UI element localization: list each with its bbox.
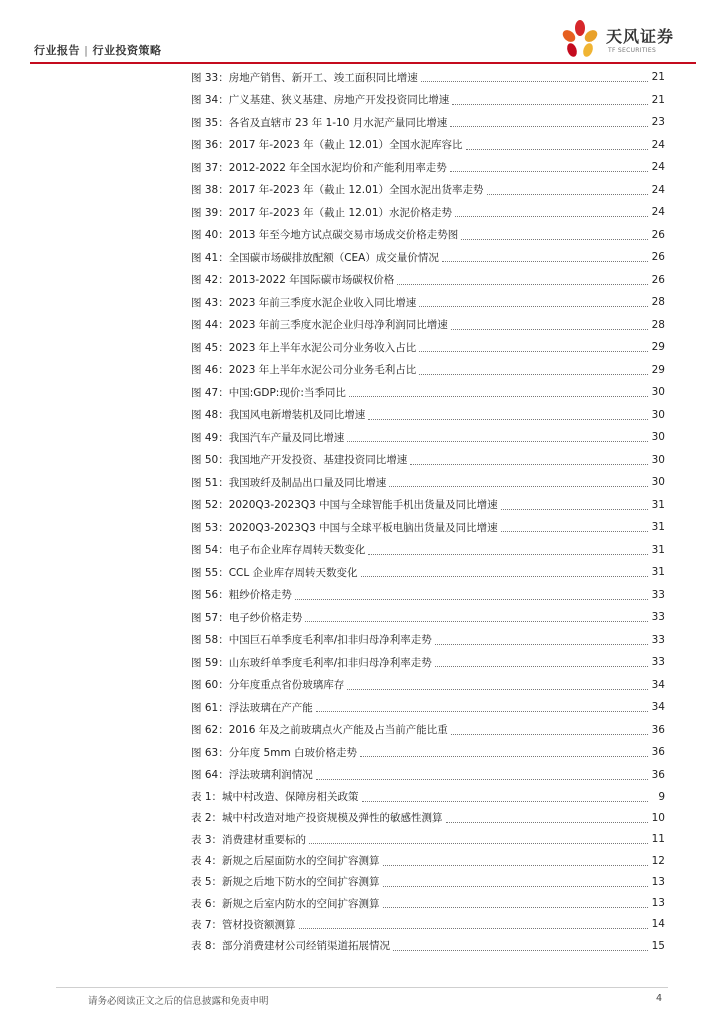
figure-entry[interactable] [191, 494, 665, 517]
table-entry-page-number: 13 [651, 875, 665, 888]
subcategory-label: 行业投资策略 [92, 44, 162, 57]
report-category [34, 42, 162, 58]
table-entry-page-number: 13 [651, 897, 665, 910]
table-entry[interactable] [191, 914, 665, 935]
figure-entry-title: 图 55：CCL 企业库存周转天数变化 [191, 566, 358, 579]
figure-entry-page-number: 36 [651, 723, 665, 736]
dot-leader [421, 80, 648, 82]
figure-list [191, 66, 665, 786]
figure-entry-title: 图 43：2023 年前三季度水泥企业收入同比增速 [191, 296, 417, 309]
dot-leader [360, 755, 648, 757]
dot-leader [316, 778, 648, 780]
page-header [30, 0, 698, 66]
dot-leader [393, 949, 648, 951]
figure-entry[interactable] [191, 516, 665, 539]
figure-entry-page-number: 24 [651, 183, 665, 196]
figure-entry-page-number: 34 [651, 678, 665, 691]
table-entry-page-number: 11 [651, 833, 665, 846]
dot-leader [419, 305, 648, 307]
figure-entry-title: 图 33：房地产销售、新开工、竣工面积同比增速 [191, 71, 418, 84]
figure-entry[interactable] [191, 246, 665, 269]
dot-leader [446, 821, 648, 823]
footer-divider [56, 987, 668, 988]
figure-entry[interactable] [191, 606, 665, 629]
figure-entry-page-number: 23 [651, 116, 665, 129]
figure-entry-page-number: 30 [651, 476, 665, 489]
figure-entry-title: 图 40：2013 年至今地方试点碳交易市场成交价格走势图 [191, 229, 459, 242]
dot-leader [461, 238, 648, 240]
dot-leader [309, 842, 648, 844]
table-entry-title: 表 1：城中村改造、保障房相关政策 [191, 791, 359, 804]
figure-entry-title: 图 41：全国碳市场碳排放配额（CEA）成交量价情况 [191, 251, 439, 264]
figure-entry-page-number: 36 [651, 746, 665, 759]
figure-entry-page-number: 29 [651, 363, 665, 376]
figure-entry[interactable] [191, 66, 665, 89]
figure-entry-title: 图 39：2017 年-2023 年（截止 12.01）水泥价格走势 [191, 206, 453, 219]
table-entry[interactable] [191, 850, 665, 871]
figure-entry-title: 图 62：2016 年及之前玻璃点火产能及占当前产能比重 [191, 724, 448, 737]
figure-entry[interactable] [191, 224, 665, 247]
figure-entry-title: 图 59：山东玻纤单季度毛利率/扣非归母净利率走势 [191, 656, 432, 669]
figure-entry-page-number: 24 [651, 138, 665, 151]
dot-leader [305, 620, 648, 622]
figure-entry[interactable] [191, 674, 665, 697]
figure-entry-page-number: 33 [651, 656, 665, 669]
dot-leader [450, 170, 648, 172]
page-number: 4 [655, 993, 662, 1004]
figure-entry-page-number: 24 [651, 161, 665, 174]
figure-entry-title: 图 45：2023 年上半年水泥公司分业务收入占比 [191, 341, 417, 354]
table-entry-page-number: 14 [651, 918, 665, 931]
figure-entry-page-number: 30 [651, 386, 665, 399]
dot-leader [419, 373, 648, 375]
dot-leader [347, 440, 648, 442]
dot-leader [451, 328, 648, 330]
figure-entry-title: 图 46：2023 年上半年水泥公司分业务毛利占比 [191, 364, 417, 377]
figure-entry[interactable] [191, 651, 665, 674]
figure-entry-title: 图 56：粗纱价格走势 [191, 589, 292, 602]
figure-entry[interactable] [191, 404, 665, 427]
dot-leader [410, 463, 648, 465]
figure-entry[interactable] [191, 426, 665, 449]
figure-entry[interactable] [191, 201, 665, 224]
figure-entry-title: 图 49：我国汽车产量及同比增速 [191, 431, 345, 444]
dot-leader [299, 927, 648, 929]
table-entry-title: 表 5：新规之后地下防水的空间扩容测算 [191, 876, 380, 889]
dot-leader [389, 485, 648, 487]
figure-entry-title: 图 47：中国:GDP:现价:当季同比 [191, 386, 346, 399]
figure-entry-page-number: 26 [651, 273, 665, 286]
figure-entry-page-number: 31 [651, 566, 665, 579]
dot-leader [368, 418, 648, 420]
table-entry-title: 表 7：管材投资额测算 [191, 918, 296, 931]
figure-entry-page-number: 28 [651, 318, 665, 331]
figure-entry-title: 图 48：我国风电新增装机及同比增速 [191, 409, 366, 422]
figure-entry[interactable] [191, 741, 665, 764]
dot-leader [435, 665, 648, 667]
figure-entry[interactable] [191, 719, 665, 742]
figure-entry-page-number: 30 [651, 453, 665, 466]
table-entry-page-number: 15 [651, 939, 665, 952]
figure-entry-page-number: 33 [651, 588, 665, 601]
figure-entry[interactable] [191, 134, 665, 157]
figure-entry[interactable] [191, 381, 665, 404]
figure-entry[interactable] [191, 584, 665, 607]
brand-subtitle: TF SECURITIES [608, 47, 657, 54]
figure-entry[interactable] [191, 449, 665, 472]
figure-entry-title: 图 44：2023 年前三季度水泥企业归母净利润同比增速 [191, 319, 448, 332]
dot-leader [452, 103, 648, 105]
dot-leader [383, 864, 648, 866]
table-entry[interactable] [191, 829, 665, 850]
table-entry-page-number: 9 [658, 790, 665, 803]
figure-entry-page-number: 34 [651, 701, 665, 714]
figure-entry-page-number: 30 [651, 431, 665, 444]
dot-leader [442, 260, 648, 262]
figure-entry-title: 图 60：分年度重点省份玻璃库存 [191, 679, 345, 692]
table-list [191, 786, 665, 956]
dot-leader [383, 885, 648, 887]
table-entry-title: 表 3：消费建材重要标的 [191, 833, 307, 846]
figure-entry[interactable] [191, 291, 665, 314]
figure-entry-title: 图 35：各省及直辖市 23 年 1-10 月水泥产量同比增速 [191, 116, 448, 129]
figure-entry-page-number: 31 [651, 521, 665, 534]
figure-entry-title: 图 38：2017 年-2023 年（截止 12.01）全国水泥出货率走势 [191, 184, 484, 197]
table-entry[interactable] [191, 935, 665, 956]
figure-entry-page-number: 21 [651, 93, 665, 106]
figure-entry[interactable] [191, 179, 665, 202]
brand-name: 天风证券 [606, 27, 675, 46]
figure-entry-page-number: 31 [651, 543, 665, 556]
dot-leader [347, 688, 648, 690]
figure-entry[interactable] [191, 471, 665, 494]
figure-entry[interactable] [191, 269, 665, 292]
dot-leader [501, 530, 648, 532]
figure-entry-title: 图 64：浮法玻璃利润情况 [191, 769, 313, 782]
table-entry-title: 表 4：新规之后屋面防水的空间扩容测算 [191, 855, 380, 868]
footer-disclaimer: 请务必阅读正文之后的信息披露和免责申明 [88, 996, 269, 1007]
figure-entry-page-number: 29 [651, 341, 665, 354]
dot-leader [451, 733, 648, 735]
figure-entry-page-number: 21 [651, 71, 665, 84]
figure-entry[interactable] [191, 359, 665, 382]
table-entry-title: 表 6：新规之后室内防水的空间扩容测算 [191, 897, 380, 910]
figure-entry[interactable] [191, 539, 665, 562]
figure-entry[interactable] [191, 336, 665, 359]
figure-entry-page-number: 26 [651, 228, 665, 241]
figure-entry-page-number: 30 [651, 408, 665, 421]
figure-entry-title: 图 57：电子纱价格走势 [191, 611, 303, 624]
table-entry[interactable] [191, 807, 665, 828]
dot-leader [362, 800, 648, 802]
brand-logo [558, 18, 698, 62]
figure-entry-title: 图 54：电子布企业库存周转天数变化 [191, 544, 366, 557]
figure-entry[interactable] [191, 314, 665, 337]
figure-entry-title: 图 50：我国地产开发投资、基建投资同比增速 [191, 454, 408, 467]
dot-leader [349, 395, 648, 397]
figure-entry[interactable] [191, 561, 665, 584]
flower-logo-icon [558, 18, 602, 62]
dot-leader [450, 125, 648, 127]
dot-leader [361, 575, 648, 577]
table-entry[interactable] [191, 786, 665, 807]
figure-entry[interactable] [191, 629, 665, 652]
figure-entry-title: 图 58：中国巨石单季度毛利率/扣非归母净利率走势 [191, 634, 432, 647]
figure-entry-title: 图 36：2017 年-2023 年（截止 12.01）全国水泥库容比 [191, 139, 463, 152]
dot-leader [316, 710, 648, 712]
dot-leader [383, 906, 648, 908]
figure-entry-page-number: 31 [651, 498, 665, 511]
dot-leader [455, 215, 648, 217]
figure-entry-page-number: 36 [651, 768, 665, 781]
table-entry-title: 表 8：部分消费建材公司经销渠道拓展情况 [191, 940, 391, 953]
figure-entry-title: 图 53：2020Q3-2023Q3 中国与全球平板电脑出货量及同比增速 [191, 521, 498, 534]
figure-entry-title: 图 52：2020Q3-2023Q3 中国与全球智能手机出货量及同比增速 [191, 499, 498, 512]
table-entry-page-number: 12 [651, 854, 665, 867]
figure-entry[interactable] [191, 111, 665, 134]
figure-entry-title: 图 63：分年度 5mm 白玻价格走势 [191, 746, 358, 759]
figure-entry-page-number: 24 [651, 206, 665, 219]
table-entry-title: 表 2：城中村改造对地产投资规模及弹性的敏感性测算 [191, 812, 443, 825]
dot-leader [466, 148, 648, 150]
category-label: 行业报告 [34, 44, 80, 57]
figure-entry-page-number: 26 [651, 251, 665, 264]
figure-entry-page-number: 33 [651, 633, 665, 646]
figure-entry-title: 图 34：广义基建、狭义基建、房地产开发投资同比增速 [191, 94, 450, 107]
figure-entry-title: 图 37：2012-2022 年全国水泥均价和产能利用率走势 [191, 161, 447, 174]
dot-leader [397, 283, 648, 285]
figure-entry-title: 图 51：我国玻纤及制品出口量及同比增速 [191, 476, 387, 489]
dot-leader [295, 598, 648, 600]
figure-entry-title: 图 61：浮法玻璃在产产能 [191, 701, 313, 714]
dot-leader [487, 193, 648, 195]
figure-entry[interactable] [191, 156, 665, 179]
header-divider [30, 62, 696, 64]
figure-entry-page-number: 28 [651, 296, 665, 309]
category-separator: | [84, 44, 89, 57]
dot-leader [368, 553, 648, 555]
table-entry-page-number: 10 [651, 811, 665, 824]
figure-entry[interactable] [191, 696, 665, 719]
figure-entry-title: 图 42：2013-2022 年国际碳市场碳权价格 [191, 274, 395, 287]
table-entry[interactable] [191, 892, 665, 913]
figure-entry[interactable] [191, 89, 665, 112]
dot-leader [435, 643, 648, 645]
dot-leader [419, 350, 648, 352]
figure-entry[interactable] [191, 764, 665, 787]
dot-leader [501, 508, 648, 510]
figure-entry-page-number: 33 [651, 611, 665, 624]
table-entry[interactable] [191, 871, 665, 892]
